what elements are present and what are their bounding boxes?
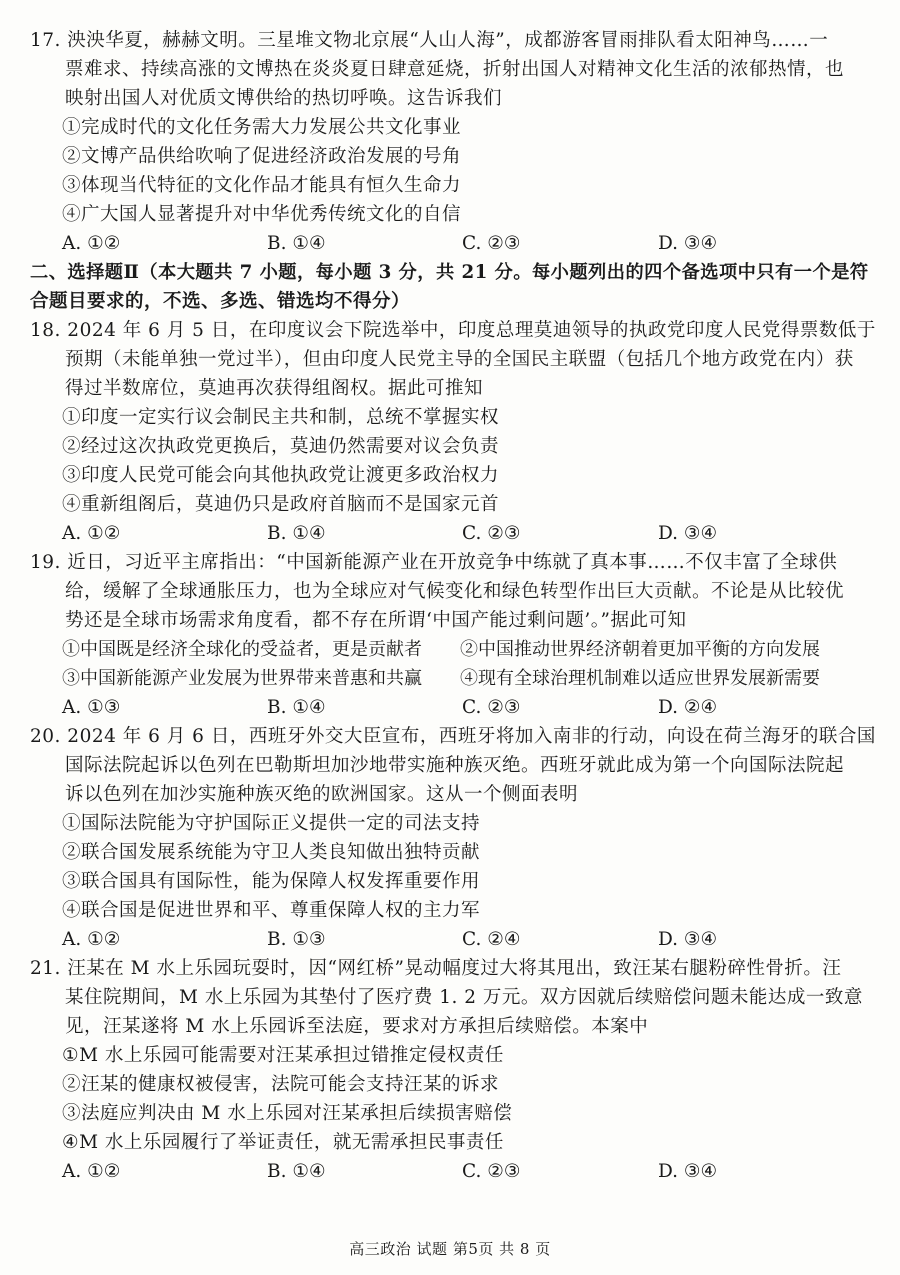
section-heading: 二、选择题Ⅱ（本大题共 7 小题，每小题 3 分，共 21 分。每小题列出的四个备选项中只有一个是符 bbox=[30, 262, 869, 283]
statement-option: ②中国推动世界经济朝着更加平衡的方向发展 bbox=[460, 639, 820, 660]
statement-option: ③体现当代特征的文化作品才能具有恒久生命力 bbox=[62, 175, 462, 196]
statement-option: ①印度一定实行议会制民主共和制，总统不掌握实权 bbox=[62, 407, 500, 428]
question-stem-line: 票难求、持续高涨的文博热在炎炎夏日肆意延烧，折射出国人对精神文化生活的浓郁热情，也 bbox=[65, 59, 845, 80]
statement-option: ③中国新能源产业发展为世界带来普惠和共赢 bbox=[62, 668, 422, 689]
question-stem-line: 给，缓解了全球通胀压力，也为全球应对气候变化和绿色转型作出巨大贡献。不论是从比较优 bbox=[65, 581, 845, 602]
answer-choice-c: C. ②③ bbox=[462, 697, 521, 718]
statement-option: ①M 水上乐园可能需要对汪某承担过错推定侵权责任 bbox=[62, 1045, 504, 1066]
answer-choice-a: A. ①② bbox=[62, 1161, 121, 1182]
question-stem-line: 预期（未能单独一党过半），但由印度人民党主导的全国民主联盟（包括几个地方政党在内）获 bbox=[65, 349, 854, 370]
answer-choice-a: A. ①③ bbox=[62, 697, 121, 718]
page-footer: 高三政治 试题 第5页 共 8 页 bbox=[349, 1240, 551, 1258]
answer-choice-d: D. ③④ bbox=[658, 1161, 718, 1182]
answer-choice-b: B. ①④ bbox=[267, 1161, 326, 1182]
statement-option: ②汪某的健康权被侵害，法院可能会支持汪某的诉求 bbox=[62, 1074, 500, 1095]
answer-choice-c: C. ②④ bbox=[462, 929, 521, 950]
answer-choice-a: A. ①② bbox=[62, 233, 121, 254]
statement-option: ①完成时代的文化任务需大力发展公共文化事业 bbox=[62, 117, 462, 138]
statement-option: ④重新组阁后，莫迪仍只是政府首脑而不是国家元首 bbox=[62, 494, 500, 515]
answer-choice-b: B. ①③ bbox=[267, 929, 326, 950]
question-stem-line: 诉以色列在加沙实施种族灭绝的欧洲国家。这从一个侧面表明 bbox=[65, 784, 579, 805]
answer-choice-d: D. ②④ bbox=[658, 697, 718, 718]
question-stem-line: 某住院期间，M 水上乐园为其垫付了医疗费 1. 2 万元。双方因就后续赔偿问题未能达成一致意 bbox=[65, 987, 863, 1008]
answer-choice-c: C. ②③ bbox=[462, 233, 521, 254]
question-stem-line: 得过半数席位，莫迪再次获得组阁权。据此可推知 bbox=[65, 378, 484, 399]
answer-choice-b: B. ①④ bbox=[267, 697, 326, 718]
answer-choice-c: C. ②③ bbox=[462, 1161, 521, 1182]
question-stem-line: 21. 汪某在 M 水上乐园玩耍时，因“网红桥”晃动幅度过大将其甩出，致汪某右腿粉碎性骨折。汪 bbox=[30, 958, 842, 979]
question-stem-line: 见，汪某遂将 M 水上乐园诉至法庭，要求对方承担后续赔偿。本案中 bbox=[65, 1016, 649, 1037]
question-stem-line: 18. 2024 年 6 月 5 日，在印度议会下院选举中，印度总理莫迪领导的执政党印度人民党得票数低于 bbox=[30, 320, 876, 341]
statement-option: ②联合国发展系统能为守卫人类良知做出独特贡献 bbox=[62, 842, 481, 863]
answer-choice-a: A. ①② bbox=[62, 523, 121, 544]
question-stem-line: 17. 泱泱华夏，赫赫文明。三星堆文物北京展“人山人海”，成都游客冒雨排队看太阳神鸟……一 bbox=[30, 30, 829, 51]
answer-choice-d: D. ③④ bbox=[658, 233, 718, 254]
statement-option: ③印度人民党可能会向其他执政党让渡更多政治权力 bbox=[62, 465, 500, 486]
statement-option: ②文博产品供给吹响了促进经济政治发展的号角 bbox=[62, 146, 462, 167]
answer-choice-b: B. ①④ bbox=[267, 523, 326, 544]
statement-option: ④M 水上乐园履行了举证责任，就无需承担民事责任 bbox=[62, 1132, 504, 1153]
answer-choice-d: D. ③④ bbox=[658, 929, 718, 950]
question-stem-line: 20. 2024 年 6 月 6 日，西班牙外交大臣宣布，西班牙将加入南非的行动，向设在荷兰海牙的联合国 bbox=[30, 726, 876, 747]
answer-choice-d: D. ③④ bbox=[658, 523, 718, 544]
statement-option: ②经过这次执政党更换后，莫迪仍然需要对议会负责 bbox=[62, 436, 500, 457]
answer-choice-c: C. ②③ bbox=[462, 523, 521, 544]
statement-option: ④现有全球治理机制难以适应世界发展新需要 bbox=[460, 668, 820, 689]
question-stem-line: 国际法院起诉以色列在巴勒斯坦加沙地带实施种族灭绝。西班牙就此成为第一个向国际法院起 bbox=[65, 755, 845, 776]
answer-choice-a: A. ①② bbox=[62, 929, 121, 950]
statement-option: ④广大国人显著提升对中华优秀传统文化的自信 bbox=[62, 204, 462, 225]
answer-choice-b: B. ①④ bbox=[267, 233, 326, 254]
statement-option: ④联合国是促进世界和平、尊重保障人权的主力军 bbox=[62, 900, 481, 921]
statement-option: ③法庭应判决由 M 水上乐园对汪某承担后续损害赔偿 bbox=[62, 1103, 513, 1124]
statement-option: ③联合国具有国际性，能为保障人权发挥重要作用 bbox=[62, 871, 481, 892]
question-stem-line: 映射出国人对优质文博供给的热切呼唤。这告诉我们 bbox=[65, 88, 503, 109]
question-stem-line: 势还是全球市场需求角度看，都不存在所谓‘中国产能过剩问题’。”据此可知 bbox=[65, 610, 687, 631]
section-heading-cont: 合题目要求的，不选、多选、错选均不得分） bbox=[30, 291, 411, 312]
statement-option: ①国际法院能为守护国际正义提供一定的司法支持 bbox=[62, 813, 481, 834]
statement-option: ①中国既是经济全球化的受益者，更是贡献者 bbox=[62, 639, 422, 660]
question-stem-line: 19. 近日，习近平主席指出：“中国新能源产业在开放竞争中练就了真本事……不仅丰富了全球供 bbox=[30, 552, 838, 573]
